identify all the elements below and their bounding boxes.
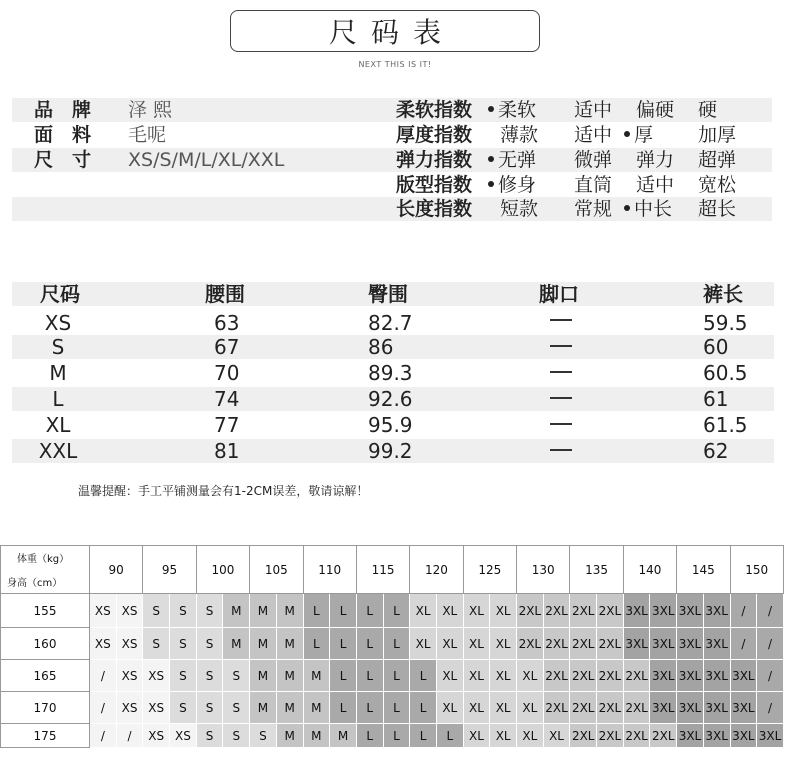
- index-option-label: 超弹: [698, 149, 737, 171]
- no-value-dash: [550, 345, 572, 347]
- fit-size-cell: 2XL: [597, 628, 624, 660]
- fit-size-cell: 3XL: [677, 724, 704, 748]
- weight-header-cell: 140: [623, 546, 676, 594]
- fit-size-cell: 2XL: [570, 692, 597, 724]
- fit-size-cell: L: [356, 724, 383, 748]
- size-table-cell: 82.7: [368, 311, 413, 335]
- selected-dot-icon: [488, 106, 494, 112]
- fit-size-cell: XL: [490, 594, 517, 628]
- fit-size-cell: 3XL: [650, 628, 677, 660]
- fit-size-cell: 3XL: [650, 660, 677, 692]
- index-option: [574, 148, 612, 172]
- index-option: [636, 173, 674, 197]
- fit-size-cell: L: [330, 692, 357, 724]
- product-info-value: XS/S/M/L/XL/XXL: [128, 149, 285, 171]
- fit-size-cell: L: [410, 724, 437, 748]
- index-option: [574, 123, 612, 147]
- measurement-note: 温馨提醒：手工平铺测量会有1-2CM误差，敬请谅解！: [78, 484, 369, 498]
- fit-size-cell: M: [276, 660, 303, 692]
- index-label: 柔软指数: [396, 99, 473, 121]
- fit-size-cell: XS: [116, 660, 143, 692]
- fit-size-cell: 2XL: [650, 724, 677, 748]
- fit-size-cell: 3XL: [703, 594, 730, 628]
- fit-size-cell: M: [303, 660, 330, 692]
- height-header-cell: 160: [1, 628, 90, 660]
- index-label: 弹力指数: [396, 149, 473, 171]
- fit-size-cell: S: [170, 660, 197, 692]
- fit-size-cell: M: [223, 628, 250, 660]
- fit-size-cell: XL: [463, 692, 490, 724]
- product-info-label: 品 牌: [34, 99, 92, 121]
- product-info-label: 尺 寸: [34, 149, 92, 171]
- index-option: [488, 173, 536, 197]
- no-value-dash: [550, 319, 572, 321]
- index-option-label: 修身: [498, 174, 537, 196]
- product-info-value: 毛呢: [128, 124, 167, 146]
- no-value-dash: [550, 371, 572, 373]
- index-option: [698, 123, 736, 147]
- height-weight-fit-grid: [0, 545, 784, 748]
- page-title: 尺码表: [328, 16, 455, 49]
- size-table-cell: XXL: [38, 439, 78, 463]
- weight-header-cell: 120: [410, 546, 463, 594]
- size-table-cell: 81: [214, 439, 240, 463]
- fit-size-cell: 3XL: [703, 692, 730, 724]
- index-option: [698, 98, 717, 122]
- size-table-cell: S: [51, 335, 65, 359]
- index-option-label: 柔软: [498, 99, 537, 121]
- grid-corner-header: [1, 546, 90, 594]
- index-option: [574, 173, 612, 197]
- index-option-label: 宽松: [698, 174, 737, 196]
- fit-size-cell: XS: [143, 660, 170, 692]
- selected-dot-icon: [624, 131, 630, 137]
- weight-header-cell: 150: [730, 546, 783, 594]
- height-axis-label: 身高（cm）: [7, 578, 63, 589]
- index-option-label: 弹力: [636, 149, 675, 171]
- index-option: [624, 197, 672, 221]
- no-value-dash: [550, 423, 572, 425]
- size-table-header: 腰围: [205, 282, 245, 306]
- size-table-cell: 61.5: [703, 413, 748, 437]
- fit-size-cell: XL: [410, 628, 437, 660]
- fit-size-cell: 3XL: [730, 724, 757, 748]
- fit-size-cell: L: [330, 660, 357, 692]
- weight-header-cell: 100: [196, 546, 249, 594]
- selected-dot-icon: [624, 205, 630, 211]
- size-table-header: 尺码: [40, 282, 80, 306]
- fit-size-cell: /: [90, 660, 117, 692]
- weight-header-cell: 90: [90, 546, 143, 594]
- fit-size-cell: L: [356, 692, 383, 724]
- fit-size-cell: XS: [143, 692, 170, 724]
- fit-size-cell: /: [757, 594, 784, 628]
- height-header-cell: 170: [1, 692, 90, 724]
- fit-size-cell: XS: [116, 628, 143, 660]
- index-option-label: 中长: [634, 198, 673, 220]
- index-option: [636, 148, 674, 172]
- fit-size-cell: M: [250, 628, 277, 660]
- index-option-label: 薄款: [500, 124, 539, 146]
- index-label: 长度指数: [396, 198, 473, 220]
- fit-size-cell: 3XL: [703, 660, 730, 692]
- index-option-label: 硬: [698, 99, 718, 121]
- index-option-label: 适中: [574, 99, 613, 121]
- fit-size-cell: XS: [90, 594, 117, 628]
- fit-size-cell: XS: [143, 724, 170, 748]
- size-table-cell: 86: [368, 335, 394, 359]
- index-label: 版型指数: [396, 174, 473, 196]
- index-option-label: 厚: [634, 124, 654, 146]
- selected-dot-icon: [488, 156, 494, 162]
- index-option-label: 适中: [636, 174, 675, 196]
- index-option: [574, 197, 612, 221]
- size-table-cell: 59.5: [703, 311, 748, 335]
- fit-size-cell: 3XL: [677, 594, 704, 628]
- fit-size-cell: XL: [436, 594, 463, 628]
- size-table-cell: 62: [703, 439, 729, 463]
- fit-size-cell: XS: [90, 628, 117, 660]
- fit-size-cell: XS: [116, 692, 143, 724]
- selected-dot-icon: [488, 181, 494, 187]
- index-option: [636, 98, 674, 122]
- index-option-label: 微弹: [574, 149, 613, 171]
- weight-header-cell: 105: [250, 546, 303, 594]
- fit-size-cell: 3XL: [703, 628, 730, 660]
- size-table-header: 脚口: [539, 282, 579, 306]
- fit-size-cell: 3XL: [623, 628, 650, 660]
- fit-size-cell: L: [330, 628, 357, 660]
- weight-header-cell: 145: [677, 546, 730, 594]
- fit-size-cell: XL: [436, 628, 463, 660]
- fit-size-cell: S: [170, 692, 197, 724]
- fit-size-cell: L: [383, 594, 410, 628]
- fit-size-cell: L: [383, 660, 410, 692]
- fit-size-cell: XL: [490, 628, 517, 660]
- fit-size-cell: 3XL: [677, 660, 704, 692]
- fit-size-cell: 2XL: [597, 724, 624, 748]
- index-option: [574, 98, 612, 122]
- fit-size-cell: L: [383, 628, 410, 660]
- fit-size-cell: XL: [463, 594, 490, 628]
- fit-size-cell: S: [196, 724, 223, 748]
- fit-size-cell: L: [303, 594, 330, 628]
- fit-size-cell: L: [436, 724, 463, 748]
- index-option-label: 短款: [500, 198, 539, 220]
- fit-size-cell: S: [196, 692, 223, 724]
- product-info-value: 泽 熙: [128, 99, 173, 121]
- fit-size-cell: /: [116, 724, 143, 748]
- fit-size-cell: S: [143, 628, 170, 660]
- fit-size-cell: M: [276, 692, 303, 724]
- fit-size-cell: /: [757, 692, 784, 724]
- size-table-cell: 60: [703, 335, 729, 359]
- fit-size-cell: S: [223, 660, 250, 692]
- fit-size-cell: L: [303, 628, 330, 660]
- fit-size-cell: /: [757, 628, 784, 660]
- size-table-cell: L: [52, 387, 64, 411]
- index-option-label: 适中: [574, 124, 613, 146]
- weight-header-cell: 110: [303, 546, 356, 594]
- fit-size-cell: L: [356, 660, 383, 692]
- fit-size-cell: M: [250, 660, 277, 692]
- size-table-cell: 63: [214, 311, 240, 335]
- page-subtitle: NEXT THIS IS IT!: [358, 60, 432, 69]
- fit-size-cell: XS: [116, 594, 143, 628]
- fit-size-cell: 3XL: [677, 692, 704, 724]
- fit-size-cell: /: [730, 628, 757, 660]
- weight-header-cell: 125: [463, 546, 516, 594]
- index-option: [698, 173, 736, 197]
- fit-size-cell: 3XL: [650, 594, 677, 628]
- product-info-label: 面 料: [34, 124, 92, 146]
- fit-size-cell: XL: [436, 692, 463, 724]
- fit-size-cell: S: [223, 724, 250, 748]
- height-header-cell: 175: [1, 724, 90, 748]
- fit-size-cell: XL: [517, 724, 544, 748]
- size-table-cell: 67: [214, 335, 240, 359]
- index-option-label: 直筒: [574, 174, 613, 196]
- fit-size-cell: /: [730, 594, 757, 628]
- fit-size-cell: 2XL: [517, 594, 544, 628]
- fit-size-cell: 2XL: [623, 724, 650, 748]
- size-table-cell: 95.9: [368, 413, 413, 437]
- size-table-cell: 99.2: [368, 439, 413, 463]
- fit-size-cell: XL: [410, 594, 437, 628]
- fit-size-cell: 2XL: [597, 692, 624, 724]
- index-option: [500, 197, 538, 221]
- fit-size-cell: /: [90, 724, 117, 748]
- fit-size-cell: 3XL: [730, 660, 757, 692]
- size-table-cell: 89.3: [368, 361, 413, 385]
- fit-size-cell: XL: [463, 628, 490, 660]
- index-option-label: 无弹: [498, 149, 537, 171]
- fit-size-cell: M: [223, 594, 250, 628]
- height-header-cell: 155: [1, 594, 90, 628]
- fit-size-cell: XL: [543, 724, 570, 748]
- size-table-cell: 74: [214, 387, 240, 411]
- fit-size-cell: 3XL: [623, 594, 650, 628]
- fit-size-cell: 2XL: [517, 628, 544, 660]
- size-table-cell: 60.5: [703, 361, 748, 385]
- index-label: 厚度指数: [396, 124, 473, 146]
- fit-size-cell: XL: [490, 660, 517, 692]
- index-option: [698, 197, 736, 221]
- fit-size-cell: 2XL: [543, 660, 570, 692]
- size-table-cell: 77: [214, 413, 240, 437]
- fit-size-cell: XS: [170, 724, 197, 748]
- index-option: [500, 123, 538, 147]
- fit-size-cell: S: [170, 594, 197, 628]
- fit-size-cell: 2XL: [570, 628, 597, 660]
- weight-header-cell: 135: [570, 546, 623, 594]
- index-option-label: 常规: [574, 198, 613, 220]
- weight-header-cell: 130: [517, 546, 570, 594]
- fit-size-cell: 3XL: [677, 628, 704, 660]
- fit-size-cell: S: [196, 628, 223, 660]
- fit-size-cell: S: [250, 724, 277, 748]
- fit-size-cell: 2XL: [570, 660, 597, 692]
- fit-size-cell: XL: [517, 692, 544, 724]
- fit-size-cell: 2XL: [623, 692, 650, 724]
- fit-size-cell: 2XL: [543, 692, 570, 724]
- index-option: [488, 148, 536, 172]
- fit-size-cell: M: [303, 692, 330, 724]
- index-option-label: 偏硬: [636, 99, 675, 121]
- index-option: [624, 123, 653, 147]
- fit-size-cell: S: [196, 594, 223, 628]
- fit-size-cell: M: [276, 594, 303, 628]
- fit-size-cell: XL: [490, 692, 517, 724]
- fit-size-cell: M: [330, 724, 357, 748]
- weight-header-cell: 95: [143, 546, 196, 594]
- size-chart-title-box: [230, 10, 540, 52]
- size-table-cell: XL: [45, 413, 71, 437]
- fit-size-cell: XL: [490, 724, 517, 748]
- fit-size-cell: L: [383, 692, 410, 724]
- fit-size-cell: 3XL: [650, 692, 677, 724]
- fit-size-cell: S: [143, 594, 170, 628]
- fit-size-cell: 2XL: [543, 628, 570, 660]
- fit-size-cell: M: [276, 724, 303, 748]
- fit-size-cell: 3XL: [757, 724, 784, 748]
- fit-size-cell: /: [90, 692, 117, 724]
- fit-size-cell: L: [383, 724, 410, 748]
- fit-size-cell: 3XL: [730, 692, 757, 724]
- height-header-cell: 165: [1, 660, 90, 692]
- no-value-dash: [550, 449, 572, 451]
- index-option: [698, 148, 736, 172]
- index-option-label: 加厚: [698, 124, 737, 146]
- size-table-cell: 92.6: [368, 387, 413, 411]
- fit-size-cell: 3XL: [703, 724, 730, 748]
- fit-size-cell: /: [757, 660, 784, 692]
- fit-size-cell: L: [410, 660, 437, 692]
- index-option: [488, 98, 536, 122]
- size-table-cell: M: [49, 361, 67, 385]
- no-value-dash: [550, 397, 572, 399]
- fit-size-cell: S: [223, 692, 250, 724]
- fit-size-cell: 2XL: [543, 594, 570, 628]
- fit-size-cell: L: [410, 692, 437, 724]
- fit-size-cell: 2XL: [623, 660, 650, 692]
- weight-axis-label: 体重（kg）: [17, 554, 70, 565]
- fit-size-cell: 2XL: [570, 724, 597, 748]
- fit-size-cell: XL: [517, 660, 544, 692]
- size-table-cell: XS: [44, 311, 72, 335]
- fit-size-cell: M: [303, 724, 330, 748]
- size-table-header: 裤长: [703, 282, 743, 306]
- size-table-cell: 70: [214, 361, 240, 385]
- fit-size-cell: XL: [463, 660, 490, 692]
- fit-size-cell: XL: [463, 724, 490, 748]
- fit-size-cell: M: [250, 594, 277, 628]
- fit-size-cell: S: [170, 628, 197, 660]
- fit-size-cell: L: [330, 594, 357, 628]
- fit-size-cell: M: [250, 692, 277, 724]
- fit-size-cell: S: [196, 660, 223, 692]
- fit-size-cell: L: [356, 594, 383, 628]
- fit-size-cell: 2XL: [570, 594, 597, 628]
- fit-size-cell: L: [356, 628, 383, 660]
- size-table-cell: 61: [703, 387, 729, 411]
- fit-size-cell: XL: [436, 660, 463, 692]
- fit-size-cell: 2XL: [597, 660, 624, 692]
- fit-size-cell: M: [276, 628, 303, 660]
- index-option-label: 超长: [698, 198, 737, 220]
- size-table-header: 臀围: [368, 282, 408, 306]
- fit-size-cell: 2XL: [597, 594, 624, 628]
- weight-header-cell: 115: [356, 546, 409, 594]
